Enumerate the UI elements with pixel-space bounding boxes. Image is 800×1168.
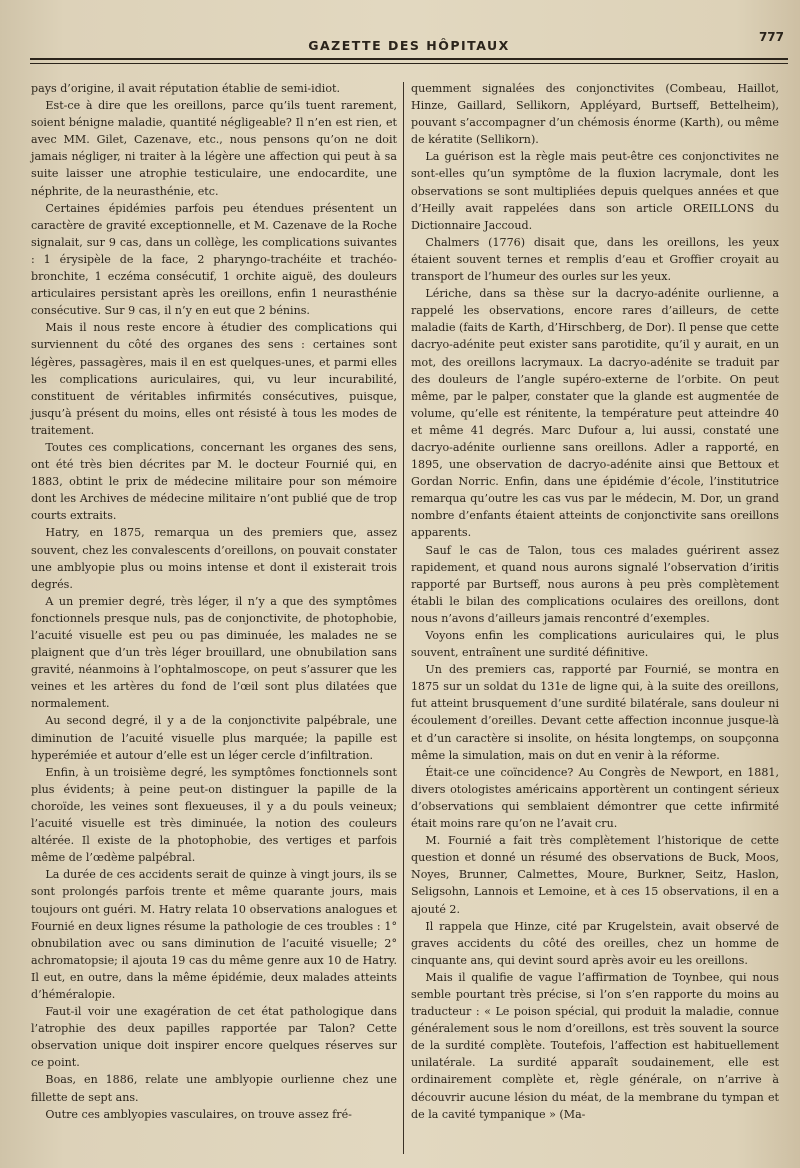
page-number: 777: [758, 30, 784, 44]
paragraph: Toutes ces complications, concernant les organes des sens, ont été très bien décrites par M. le docteur Fournié qui, en 1883, obtint le prix de médecine militaire pour son mémoire dont les Archives de médecine militaire n’ont publié que de trop courts extraits.: [31, 440, 397, 523]
paragraph: Boas, en 1886, relate une amblyopie ourlienne chez une fillette de sept ans.: [31, 1073, 397, 1104]
paragraph: Voyons enfin les complications auriculaires qui, le plus souvent, entraînent une surdité définitive.: [411, 629, 779, 660]
left-column: [31, 80, 397, 1158]
paragraph: Chalmers (1776) disait que, dans les oreillons, les yeux étaient souvent ternes et remplis d’eau et Groffier croyait au transport de l’humeur des ourles sur les yeux.: [411, 235, 779, 284]
page-header: [30, 30, 788, 70]
paragraph: Certaines épidémies parfois peu étendues présentent un caractère de gravité exceptionnelle, et M. Cazenave de la Roche signalait, sur 9 cas, dans un collège, les complications suivantes : 1 érysipèle de la face, 2 pharyngo-trachéite et trachéo-bronchite, 1 eczéma consécutif, 1 orchite aiguë, des douleurs articulaires persistant après les oreillons, enfin 1 neurasthénie consécutive. Sur 9 cas, il n’y en eut que 2 bénins.: [31, 201, 397, 318]
paragraph: Faut-il voir une exagération de cet état pathologique dans l’atrophie des deux papilles rapportée par Talon? Cette observation unique doit inspirer encore quelques réserves sur ce point.: [31, 1005, 397, 1070]
header-rule: [30, 58, 788, 60]
paragraph: Au second degré, il y a de la conjonctivite palpébrale, une diminution de l’acuité visuelle plus marquée; la papille est hyperémiée et autour d’elle est un léger cercle d’infiltration.: [31, 714, 397, 762]
paragraph: La guérison est la règle mais peut-être ces conjonctivites ne sont-elles qu’un symptôme de la fluxion lacrymale, dont les observations se sont multipliées depuis quelques années et que d’Heilly avait rappelées dans son article OREILLONS du Dictionnaire Jaccoud.: [411, 150, 779, 232]
paragraph: Hatry, en 1875, remarqua un des premiers que, assez souvent, chez les convalescents d’oreillons, on pouvait constater une amblyopie plus ou moins intense et dont il existerait trois degrés.: [31, 526, 397, 591]
column-divider: [403, 82, 404, 1154]
paragraph: Mais il nous reste encore à étudier des complications qui surviennent du côté des organes des sens : certaines sont légères, passagères, mais il en est quelques-unes, et parmi elles les complications auriculaires, qui, vu leur incurabilité, constituent de véritables infirmités consécutives, puisque, jusqu’à présent du moins, elles ont résisté à tous les modes de traitement.: [31, 321, 397, 437]
paragraph: quemment signalées des conjonctivites (Combeau, Haillot, Hinze, Gaillard, Sellikorn, Appléyard, Burtseff, Bettelheim), pouvant s’accompagner d’un chémosis énorme (Karth), ou même de kératite (Sellikorn).: [411, 82, 779, 147]
paragraph: Enfin, à un troisième degré, les symptômes fonctionnels sont plus évidents; à peine peut-on distinguer la papille de la choroïde, les veines sont flexueuses, il y a du pouls veineux; l’acuité visuelle est très diminuée, la notion des couleurs altérée. Il existe de la photophobie, des vertiges et parfois même de l’œdème palpébral.: [31, 765, 397, 865]
header-rule-thin: [30, 63, 788, 64]
paragraph: Outre ces amblyopies vasculaires, on trouve assez fré-: [45, 1107, 352, 1121]
paragraph: Mais il qualifie de vague l’affirmation de Toynbee, qui nous semble pourtant très précise, si l’on s’en rapporte du moins au traducteur : « Le poison spécial, qui produit la maladie, connue généralement sous le nom d’oreillons, est très souvent la source de la surdité complète. Toutefois, l’affection est habituellement unilatérale. La surdité apparaît soudainement, elle est ordinairement complète et, règle générale, on n’arrive à découvrir aucune lésion du méat, de la membrane du tympan et de la cavité tympanique » (Ma-: [411, 970, 779, 1121]
paragraph: Il rappela que Hinze, cité par Krugelstein, avait observé de graves accidents du côté des oreilles, chez un homme de cinquante ans, qui devint sourd après avoir eu les oreillons.: [411, 919, 779, 967]
paragraph: pays d’origine, il avait réputation établie de semi-idiot.: [31, 82, 341, 95]
paragraph: M. Fournié a fait très complètement l’historique de cette question et donné un résumé des observations de Buck, Moos, Noyes, Brunner, Calmettes, Moure, Burkner, Seitz, Haslon, Seligsohn, Lannois et Lemoine, et à ces 15 observations, il en a ajouté 2.: [411, 834, 779, 916]
paragraph: Un des premiers cas, rapporté par Fournié, se montra en 1875 sur un soldat du 131e de ligne qui, à la suite des oreillons, fut atteint brusquement d’une surdité bilatérale, sans douleur ni écoulement d’oreilles. Devant cette affection inconnue jusque-là et d’un caractère si insolite, on hésita longtemps, on soupçonna même la simulation, mais on dut en venir à la réforme.: [411, 663, 779, 762]
paragraph: La durée de ces accidents serait de quinze à vingt jours, ils se sont prolongés parfois trente et même quarante jours, mais toujours ont guéri. M. Hatry relata 10 observations analogues et Fournié en deux lignes résume la pathologie de ces troubles : 1° obnubilation avec ou sans diminution de l’acuité visuelle; 2° achromatopsie; il ajouta 19 cas du même genre aux 10 de Hatry. Il eut, en outre, dans la même épidémie, deux malades atteints d’héméralopie.: [31, 868, 397, 1001]
paragraph: A un premier degré, très léger, il n’y a que des symptômes fonctionnels presque nuls, pas de conjonctivite, de photophobie, l’acuité visuelle est peu ou pas diminuée, les malades ne se plaignent que d’un très léger brouillard, une obnubilation sans gravité, néanmoins à l’ophtalmoscope, on peut s’assurer que les veines et les artères du fond de l’œil sont plus dilatées que normalement.: [31, 594, 397, 711]
journal-title: GAZETTE DES HÔPITAUX: [308, 38, 510, 53]
right-column: [411, 80, 779, 1158]
paragraph: Est-ce à dire que les oreillons, parce qu’ils tuent rarement, soient bénigne maladie, quantité négligeable? Il n’en est rien, et avec MM. Gilet, Cazenave, etc., nous pensons qu’on ne doit jamais négliger, ni traiter à la légère une affection qui peut à sa suite laisser une atrophie testiculaire, une endocardite, une néphrite, de la neurasthénie, etc.: [31, 99, 397, 198]
paragraph: Était-ce une coïncidence? Au Congrès de Newport, en 1881, divers otologistes américains apportèrent un contingent sérieux d’observations qui semblaient démontrer que cette infirmité était moins rare qu’on ne l’avait cru.: [411, 765, 779, 831]
paragraph: Sauf le cas de Talon, tous ces malades guérirent assez rapidement, et quand nous aurons signalé l’observation d’iritis rapporté par Burtseff, nous aurons à peu près complètement établi le bilan des complications oculaires des oreillons, dont nous n’avons d’ailleurs jamais rencontré d’exemples.: [411, 543, 779, 625]
paragraph: Lériche, dans sa thèse sur la dacryo-adénite ourlienne, a rappelé les observations, encore rares d’ailleurs, de cette maladie (faits de Karth, d’Hirschberg, de Dor). Il pense que cette dacryo-adénite peut exister sans parotidite, qu’il y aurait, en un mot, des oreillons lacrymaux. La dacryo-adénite se traduit par des douleurs de l’angle supéro-externe de l’orbite. On peut même, par le palper, constater que la glande est augmentée de volume, qu’elle est rénitente, la température peut atteindre 40 et même 41 degrés. Marc Dufour a, lui aussi, constaté une dacryo-adénite ourlienne sans oreillons. Adler a rapporté, en 1895, une observation de dacryo-adénite ainsi que Bettoux et Gordan Norric. Enfin, dans une épidémie d’école, l’institutrice remarqua qu’outre les cas vus par le médecin, M. Dor, un grand nombre d’enfants étaient atteints de conjonctivite sans oreillons apparents.: [411, 287, 779, 540]
